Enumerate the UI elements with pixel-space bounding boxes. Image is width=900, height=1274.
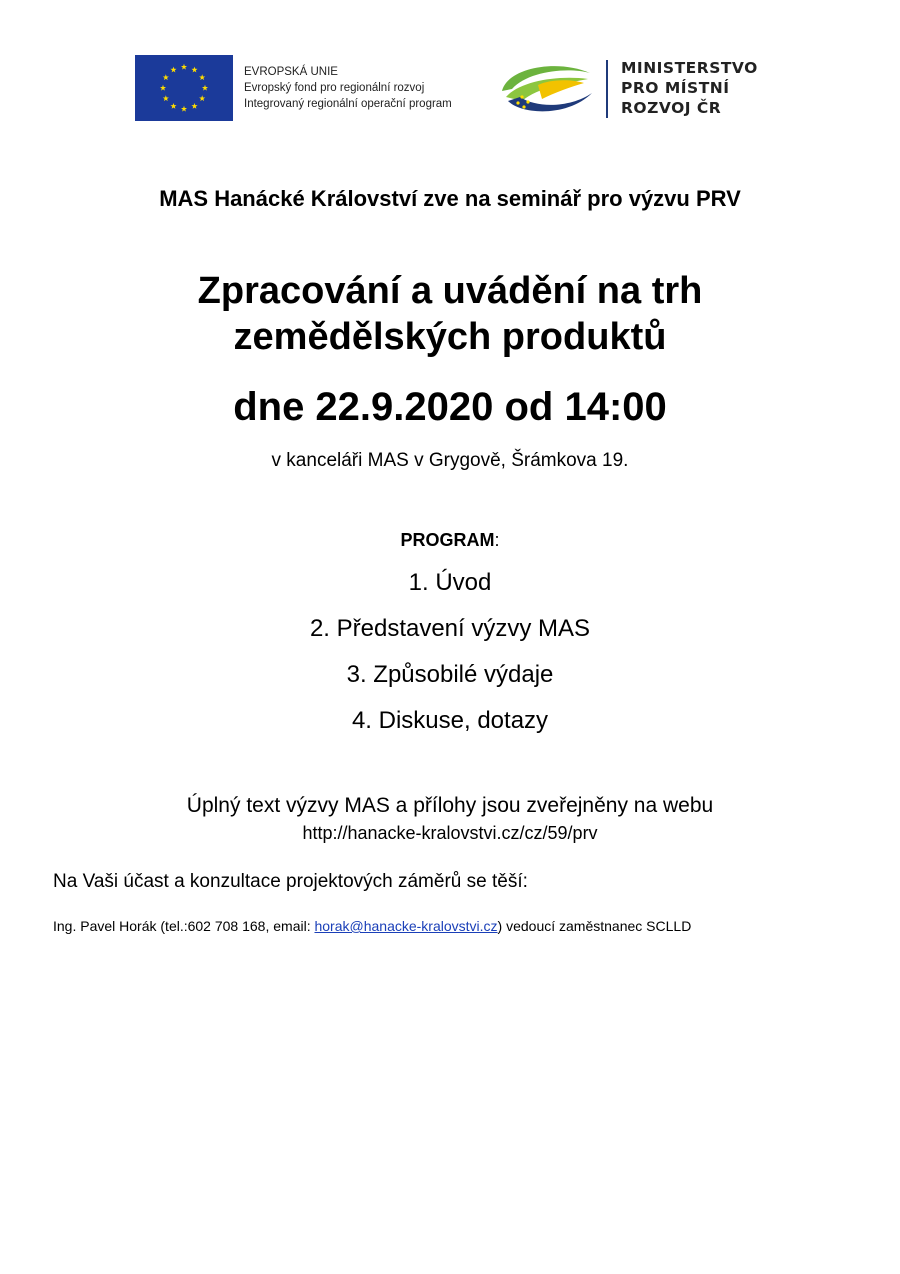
title-line-1: Zpracování a uvádění na trh (197, 270, 703, 312)
program-heading-colon: : (494, 530, 500, 550)
closing-line: Na Vaši účast a konzultace projektových záměrů se těší: (53, 871, 528, 892)
seminar-date: dne 22.9.2020 od 14:00 (233, 385, 667, 429)
program-list (0, 566, 900, 750)
eu-line-2: Evropský fond pro regionální rozvoj (244, 82, 425, 94)
contact-prefix: Ing. Pavel Horák (tel.:602 708 168, email: (53, 918, 315, 934)
mmr-line-2: PRO MÍSTNÍ (621, 79, 730, 97)
eu-line-3: Integrovaný regionální operační program (244, 98, 452, 110)
mmr-caption (621, 58, 758, 118)
program-item: 3. Způsobilé výdaje (346, 661, 554, 688)
program-item: 4. Diskuse, dotazy (351, 707, 549, 734)
seminar-title (0, 268, 900, 360)
seminar-place: v kanceláři MAS v Grygově, Šrámkova 19. (271, 450, 629, 471)
eu-caption (244, 64, 452, 112)
fulltext-note: Úplný text výzvy MAS a přílohy jsou zveřejněny na webu (186, 794, 714, 817)
contact-line (53, 918, 691, 934)
logo-divider (606, 60, 608, 118)
program-heading (0, 530, 900, 551)
title-line-2: zemědělských produktů (233, 316, 667, 358)
invitation-line: MAS Hanácké Království zve na seminář pro výzvu PRV (159, 186, 741, 211)
email-link[interactable]: horak@hanacke-kralovstvi.cz (314, 918, 498, 934)
mmr-line-3: ROZVOJ ČR (621, 99, 722, 117)
mmr-logo (498, 57, 594, 117)
program-item: 2. Představení výzvy MAS (309, 615, 591, 642)
web-url[interactable]: http://hanacke-kralovstvi.cz/cz/59/prv (302, 823, 598, 843)
program-heading-text: PROGRAM (400, 530, 495, 550)
eu-flag-logo (135, 55, 233, 121)
eu-line-1: EVROPSKÁ UNIE (244, 66, 338, 78)
contact-suffix: ) vedoucí zaměstnanec SCLLD (497, 918, 692, 934)
eu-stars-icon (135, 55, 233, 121)
mmr-line-1: MINISTERSTVO (621, 59, 758, 77)
program-item: 1. Úvod (408, 569, 492, 596)
